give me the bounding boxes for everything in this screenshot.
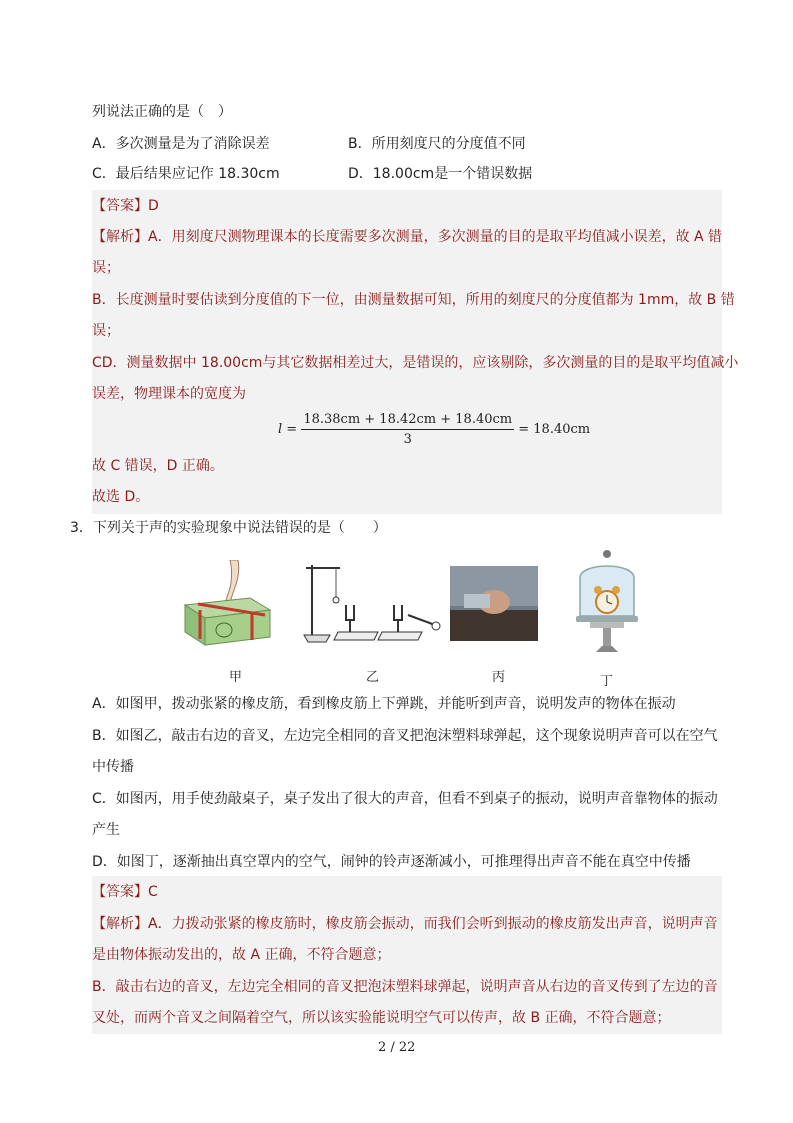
analysis-line: 误； <box>92 260 120 276</box>
average-formula <box>278 412 590 447</box>
figure-label-ding: 丁 <box>600 674 614 689</box>
analysis-line: 是由物体振动发出的，故 A 正确，不符合题意； <box>92 947 391 963</box>
option-c: C．最后结果应记作 18.30cm <box>92 166 280 182</box>
answer-label: 【答案】D <box>92 198 159 214</box>
formula-lhs: l = <box>278 422 298 437</box>
formula-numerator: 18.38cm + 18.42cm + 18.40cm <box>301 412 514 430</box>
figure-bell-jar <box>572 548 642 668</box>
page-number: 2 / 22 <box>378 1040 416 1055</box>
analysis-line: 误差，物理课本的宽度为 <box>92 386 246 402</box>
figure-tuning-forks <box>300 560 445 645</box>
analysis-line: 故 C 错误，D 正确。 <box>92 458 224 474</box>
analysis-line: 故选 D。 <box>92 489 150 505</box>
analysis-line: 叉处，而两个音叉之间隔着空气，所以该实验能说明空气可以传声，故 B 正确，不符合题意； <box>92 1010 671 1026</box>
option-d: D．18.00cm是一个错误数据 <box>348 166 533 182</box>
option-c-continued: 产生 <box>92 822 120 838</box>
option-b: B．所用刻度尺的分度值不同 <box>348 136 526 152</box>
formula-fraction <box>301 412 514 447</box>
option-a: A．如图甲，拨动张紧的橡皮筋，看到橡皮筋上下弹跳，并能听到声音，说明发声的物体在振动 <box>92 696 676 712</box>
analysis-line: 误； <box>92 323 120 339</box>
figure-rubber-band-box <box>180 560 275 650</box>
figure-label-jia: 甲 <box>229 670 243 685</box>
analysis-line: 【解析】A．力拨动张紧的橡皮筋时，橡皮筋会振动，而我们会听到振动的橡皮筋发出声音，说明声音 <box>92 916 718 932</box>
figure-fist-table <box>450 566 538 641</box>
answer-label: 【答案】C <box>92 884 158 900</box>
figure-label-yi: 乙 <box>366 670 380 685</box>
analysis-line: 【解析】A．用刻度尺测物理课本的长度需要多次测量，多次测量的目的是取平均值减小误差，故 A 错 <box>92 229 723 245</box>
question-stem: 3．下列关于声的实验现象中说法错误的是（ ） <box>70 520 387 536</box>
figure-label-bing: 丙 <box>492 670 506 685</box>
option-a: A．多次测量是为了消除误差 <box>92 136 270 152</box>
option-d: D．如图丁，逐渐抽出真空罩内的空气，闹钟的铃声逐渐减小，可推理得出声音不能在真空中传播 <box>92 854 691 870</box>
option-c: C．如图丙，用手使劲敲桌子，桌子发出了很大的声音，但看不到桌子的振动，说明声音靠物体的振动 <box>92 791 718 807</box>
option-b: B．如图乙，敲击右边的音叉，左边完全相同的音叉把泡沫塑料球弹起，这个现象说明声音可以在空气 <box>92 728 718 744</box>
analysis-line: CD．测量数据中 18.00cm与其它数据相差过大，是错误的，应该剔除，多次测量的目的是取平均值减小 <box>92 355 739 371</box>
formula-rhs: = 18.40cm <box>518 422 591 437</box>
question-stem-tail: 列说法正确的是（ ） <box>92 104 232 120</box>
analysis-line: B．长度测量时要估读到分度值的下一位，由测量数据可知，所用的刻度尺的分度值都为 1mm，故 B 错 <box>92 292 735 308</box>
option-b-continued: 中传播 <box>92 759 134 775</box>
formula-denominator: 3 <box>403 432 412 447</box>
analysis-line: B．敲击右边的音叉，左边完全相同的音叉把泡沫塑料球弹起，说明声音从右边的音叉传到了左边的音 <box>92 979 718 995</box>
